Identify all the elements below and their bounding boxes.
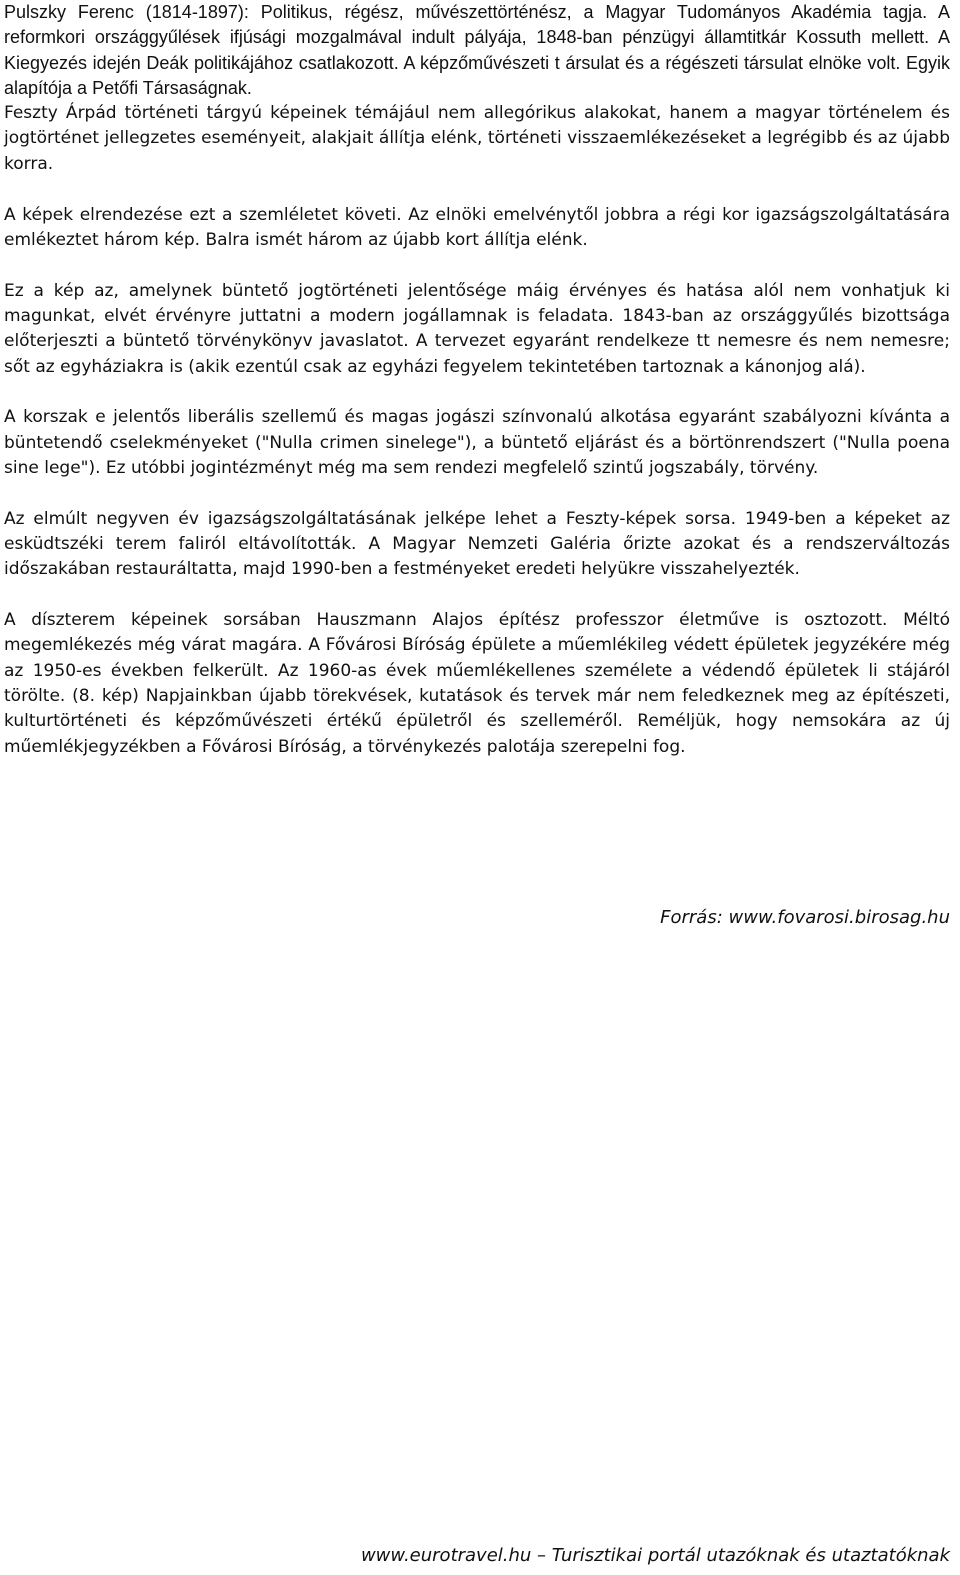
paragraph-diszterem: A díszterem képeinek sorsában Hauszmann Alajos építész professzor életműve is osztozott. Méltó megemlékezés még várat magára. A Fővárosi Bíróság épülete a műemlékileg védett épületek jegyzékére még az 1950-es években felkerült. Az 1960-as évek műemlékellenes személete a védendő épületek li stájáról törölte. (8. kép) Napjainkban újabb törekvések, kutatások és tervek már nem feledkeznek meg az építészeti, kulturtörténeti és képzőművészeti értékű épületről és szelleméről. Reméljük, hogy nemsokára az új műemlékjegyzékben a Fővárosi Bíróság, a törvénykezés palotája szerepelni fog. — [4, 610, 950, 757]
paragraph-negyven-ev: Az elmúlt negyven év igazságszolgáltatásának jelképe lehet a Feszty-képek sorsa. 1949-ben a képeket az esküdtszéki terem faliról eltávolították. A Magyar Nemzeti Galéria őrizte azokat és a rendszerváltozás időszakában restauráltatta, majd 1990-ben a festményeket eredeti helyükre visszahelyezték. — [4, 508, 950, 580]
page-footer: www.eurotravel.hu – Turisztikai portál utazóknak és utaztatóknak — [360, 1545, 950, 1566]
paragraph-feszty: Feszty Árpád történeti tárgyú képeinek témájául nem allegórikus alakokat, hanem a magyar történelem és jogtörténet jellegzetes eseményeit, alakjait állítja elénk, történeti visszaemlékezéseket a legrégibb és az újabb korra. — [4, 103, 950, 174]
source-citation: Forrás: www.fovarosi.birosag.hu — [660, 907, 950, 928]
paragraph-pulszky: Pulszky Ferenc (1814-1897): Politikus, régész, művészettörténész, a Magyar Tudományos Akadémia tagja. A reformkori országgyűlések ifjúsági mozgalmával indult pályája, 1848-ban pénzügyi államtitkár Kossuth mellett. A Kiegyezés idején Deák politikájához csatlakozott. A képzőművészeti t ársulat és a régészeti társulat elnöke volt. Egyik alapítója a Petőfi Társaságnak. — [4, 2, 950, 98]
document-body — [4, 0, 950, 760]
paragraph-kepek-elrendezese: A képek elrendezése ezt a szemléletet követi. Az elnöki emelvénytől jobbra a régi kor igazságszolgáltatására emlékeztet három kép. Balra ismét három az újabb kort állítja elénk. — [4, 204, 950, 250]
paragraph-buntetojog: Ez a kép az, amelynek büntető jogtörténeti jelentősége máig érvényes és hatása alól nem vonhatjuk ki magunkat, elvét érvényre juttatni a modern jogállamnak is feladata. 1843-ban az országgyűlés bizottsága előterjeszti a büntető törvénykönyv javaslatot. A tervezet egyaránt rendelkeze tt nemesre és nem nemesre; sőt az egyháziakra is (akik ezentúl csak az egyházi fegyelem tekintetében tartoznak a kánonjog alá). — [4, 280, 950, 377]
paragraph-korszak: A korszak e jelentős liberális szellemű és magas jogászi színvonalú alkotása egyaránt szabályozni kívánta a büntetendő cselekményeket ("Nulla crimen sinelege"), a büntető eljárást és a börtönrendszert ("Nulla poena sine lege"). Ez utóbbi jogintézményt még ma sem rendezi megfelelő szintű jogszabály, törvény. — [4, 407, 950, 478]
